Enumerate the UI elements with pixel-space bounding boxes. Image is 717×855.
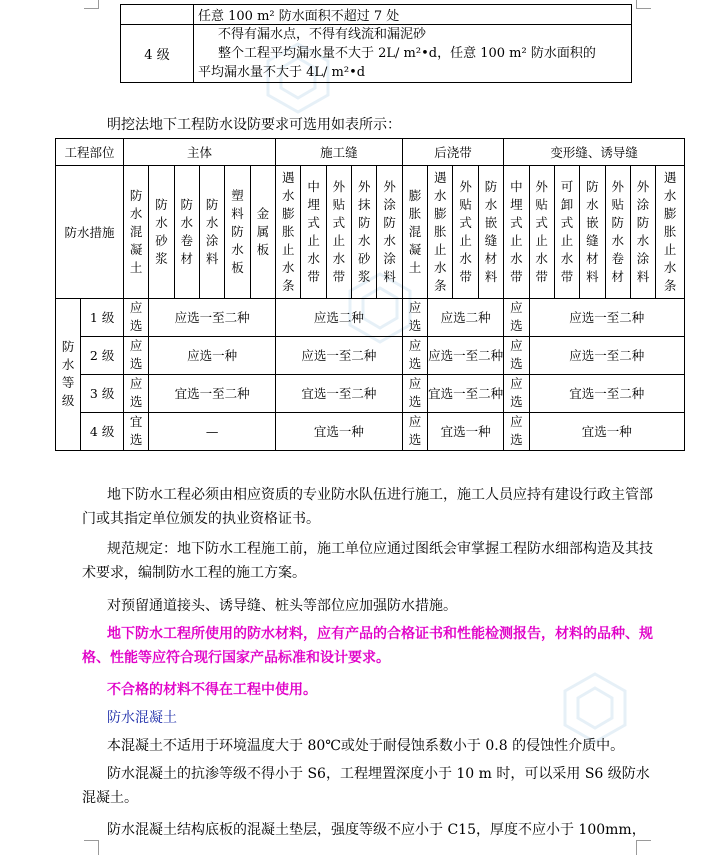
measure-header: 塑 料 防 水 板	[225, 166, 250, 298]
waterproof-requirements-table	[55, 138, 685, 451]
vertical-cell: 宜 选	[123, 412, 148, 450]
vertical-cell: 应 选	[504, 298, 529, 336]
measure-header: 外 贴 式 止 水 带	[326, 166, 351, 298]
table-cell	[194, 25, 632, 83]
table-cell: 宜选一种	[276, 412, 403, 450]
intro-text: 明挖法地下工程防水设防要求可选用如表所示：	[107, 117, 401, 133]
measure-header: 遇 水 膨 胀 止 水 条	[276, 166, 301, 298]
vertical-cell: 应 选	[123, 336, 148, 374]
measure-header: 外 贴 式 止 水 带	[453, 166, 478, 298]
measure-header: 中 埋 式 止 水 带	[504, 166, 529, 298]
measure-header: 防 水 砂 浆	[149, 166, 174, 298]
table-cell: 应选一至二种	[529, 298, 684, 336]
page-corner-mark	[636, 0, 651, 9]
paragraph: 地下防水工程必须由相应资质的专业防水队伍进行施工，施工人员应持有建设行政主管部门或其指定单位颁发的执业资格证书。	[82, 487, 653, 527]
table-cell: 应选一至二种	[276, 336, 403, 374]
measure-header: 外 涂 防 水 涂 料	[377, 166, 402, 298]
table-cell: 应选一至二种	[529, 336, 684, 374]
measure-header: 防 水 嵌 缝 材 料	[580, 166, 605, 298]
vertical-cell: 应 选	[402, 374, 427, 412]
measures-label: 防水措施	[56, 166, 124, 298]
page-corner-mark	[84, 840, 99, 855]
table-cell: 宜选一至二种	[149, 374, 276, 412]
measure-header: 防 水 涂 料	[199, 166, 224, 298]
group-header: 变形缝、诱导缝	[504, 139, 685, 166]
highlighted-paragraph: 不合格的材料不得在工程中使用。	[107, 682, 317, 698]
table-cell: 应选一至二种	[428, 336, 504, 374]
level-cell: 2 级	[81, 336, 124, 374]
paragraph: 规范规定：地下防水工程施工前，施工单位应通过图纸会审掌握工程防水细部构造及其技术要求，编制防水工程的施工方案。	[82, 541, 653, 581]
level-cell: 4 级	[121, 25, 194, 83]
measure-header: 可 卸 式 止 水 带	[554, 166, 579, 298]
level-cell: 4 级	[81, 412, 124, 450]
vertical-cell: 应 选	[504, 336, 529, 374]
table-cell: 应选一至二种	[149, 298, 276, 336]
table-cell: 宜选一至二种	[529, 374, 684, 412]
paragraph: 本混凝土不适用于环境温度大于 80℃或处于耐侵蚀系数小于 0.8 的侵蚀性介质中。	[107, 738, 625, 754]
cell-line: 整个工程平均漏水量不大于 2L/ m²•d，任意 100 m² 防水面积的	[218, 46, 596, 61]
vertical-cell: 应 选	[402, 298, 427, 336]
cell-line: 不得有漏水点，不得有线流和漏泥砂	[218, 27, 427, 42]
vertical-cell: 应 选	[123, 298, 148, 336]
vertical-cell: 应 选	[504, 374, 529, 412]
table-cell: 应选二种	[276, 298, 403, 336]
level-label: 防 水 等 级	[56, 298, 81, 451]
page-corner-mark	[636, 840, 651, 855]
leak-standard-table	[120, 4, 632, 83]
level-cell: 1 级	[81, 298, 124, 336]
group-header: 施工缝	[276, 139, 403, 166]
group-header: 主体	[123, 139, 275, 166]
table-cell: —	[149, 412, 276, 450]
table-cell: 宜选一种	[529, 412, 684, 450]
cell-line: 平均漏水量不大于 4L/ m²•d	[198, 65, 366, 80]
highlighted-paragraph: 地下防水工程所使用的防水材料，应有产品的合格证书和性能检测报告，材料的品种、规格、性能等应符合现行国家产品标准和设计要求。	[82, 626, 653, 666]
measure-header: 防 水 卷 材	[174, 166, 199, 298]
measure-header: 防 水 混 凝 土	[123, 166, 148, 298]
measure-header: 外 涂 防 水 涂 料	[630, 166, 655, 298]
header-part: 工程部位	[56, 139, 124, 166]
section-heading: 防水混凝土	[107, 710, 177, 726]
measure-header: 遇 水 膨 胀 止 水 条	[428, 166, 453, 298]
vertical-cell: 应 选	[402, 412, 427, 450]
measure-header: 防 水 嵌 缝 材 料	[478, 166, 503, 298]
vertical-cell: 应 选	[504, 412, 529, 450]
measure-header: 外 抹 防 水 砂 浆	[352, 166, 377, 298]
vertical-cell: 应 选	[123, 374, 148, 412]
table-cell: 宜选一种	[428, 412, 504, 450]
table-cell: 应选二种	[428, 298, 504, 336]
vertical-cell: 应 选	[402, 336, 427, 374]
group-header: 后浇带	[402, 139, 503, 166]
measure-header: 中 埋 式 止 水 带	[301, 166, 326, 298]
table-cell: 应选一种	[149, 336, 276, 374]
table-cell: 宜选一至二种	[276, 374, 403, 412]
paragraph: 防水混凝土的抗渗等级不得小于 S6，工程埋置深度小于 10 m 时，可以采用 S6 级防水混凝土。	[82, 766, 650, 806]
measure-header: 外 贴 式 止 水 带	[529, 166, 554, 298]
table-cell: 任意 100 m² 防水面积不超过 7 处	[194, 5, 632, 25]
paragraph: 对预留通道接头、诱导缝、桩头等部位应加强防水措施。	[107, 598, 457, 614]
level-cell: 3 级	[81, 374, 124, 412]
measure-header: 膨 胀 混 凝 土	[402, 166, 427, 298]
measure-header: 金 属 板	[250, 166, 275, 298]
paragraph: 防水混凝土结构底板的混凝土垫层，强度等级不应小于 C15，厚度不应小于 100mm，	[107, 822, 646, 838]
measure-header: 遇 水 膨 胀 止 水 条	[656, 166, 685, 298]
page-corner-mark	[84, 0, 99, 9]
measure-header: 外 贴 防 水 卷 材	[605, 166, 630, 298]
table-cell: 宜选一至二种	[428, 374, 504, 412]
table-cell	[121, 5, 194, 25]
